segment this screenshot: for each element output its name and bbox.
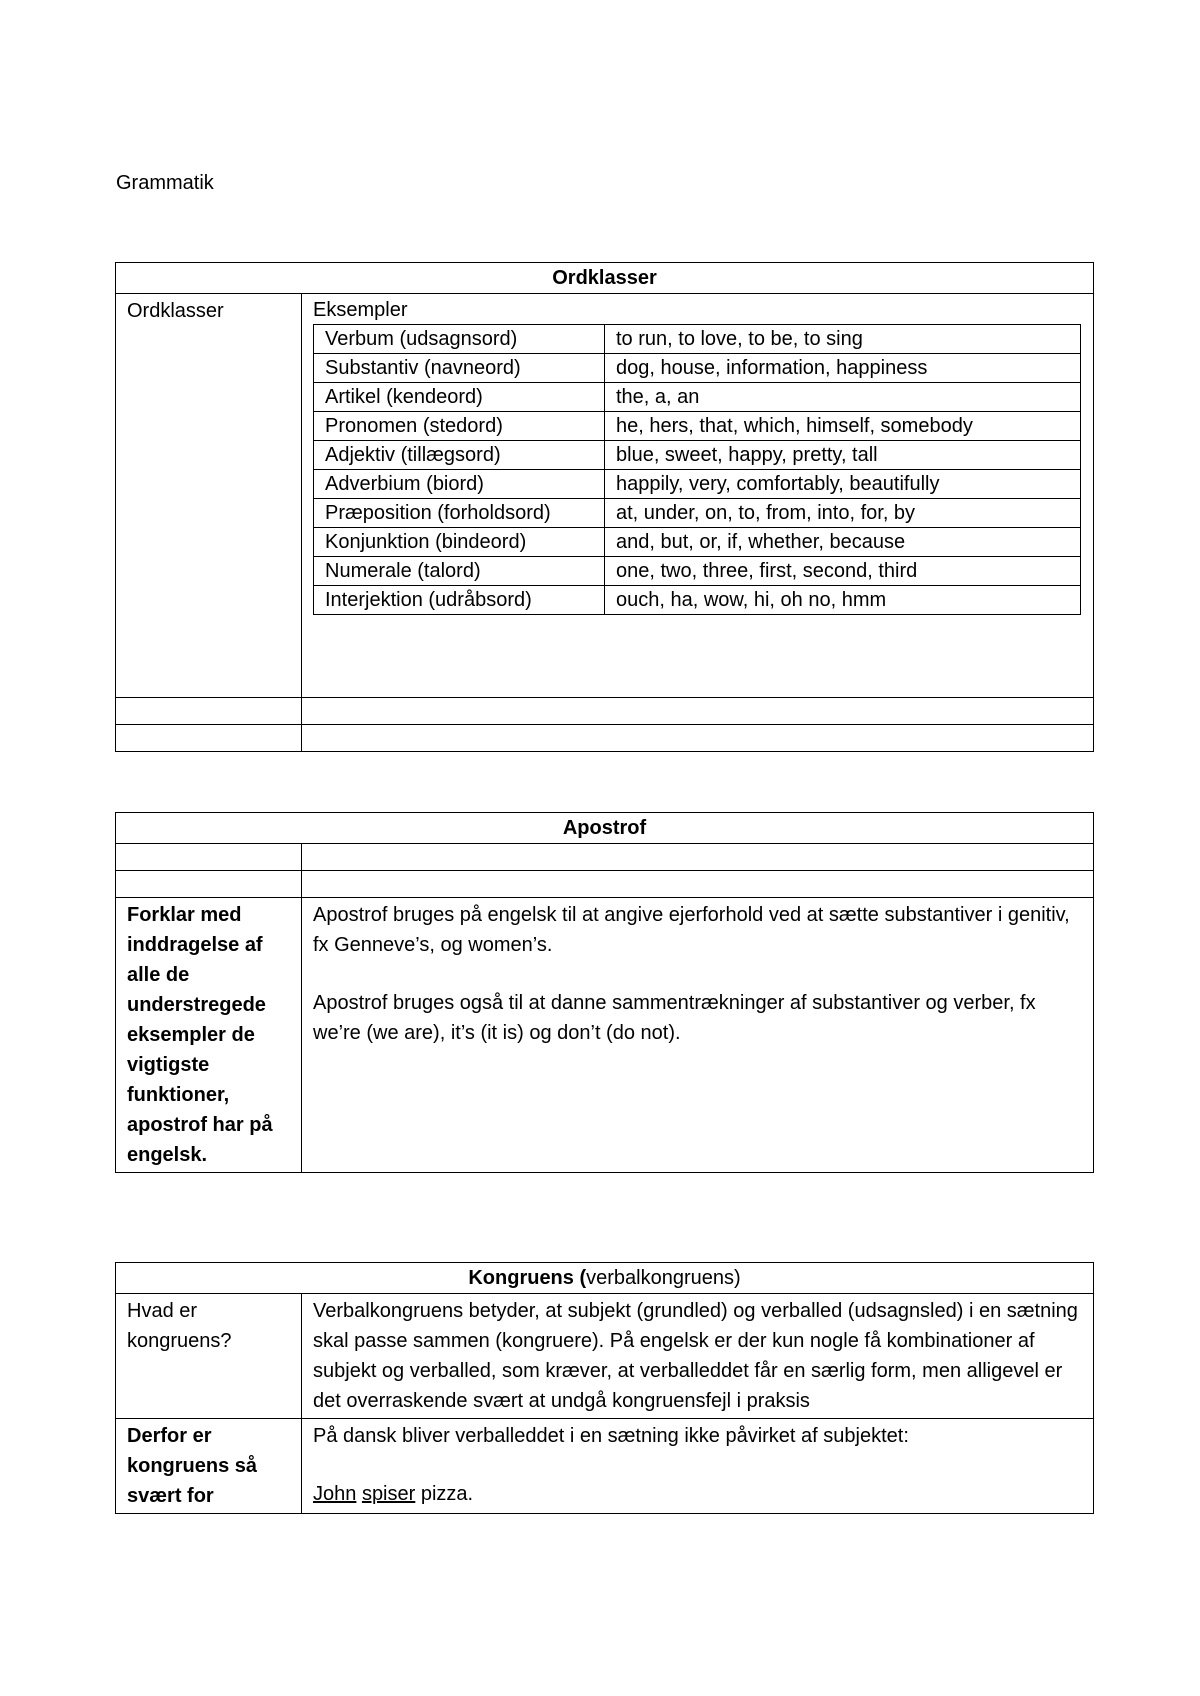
ordklasse-row	[314, 325, 1081, 354]
ordklasse-examples: the, a, an	[605, 383, 1081, 412]
ordklasse-term: Adverbium (biord)	[314, 470, 605, 499]
ordklasse-row	[314, 441, 1081, 470]
ordklasse-term: Adjektiv (tillægsord)	[314, 441, 605, 470]
empty-cell	[116, 725, 302, 752]
empty-cell	[116, 698, 302, 725]
ordklasse-examples: he, hers, that, which, himself, somebody	[605, 412, 1081, 441]
ordklasse-row	[314, 354, 1081, 383]
kongruens-question-1: Hvad er kongruens?	[116, 1294, 302, 1419]
empty-cell	[116, 871, 302, 898]
apostrof-header: Apostrof	[116, 813, 1094, 844]
ordklasser-col1-label: Ordklasser	[116, 294, 302, 698]
kongruens-answer-2-line-1: På dansk bliver verballeddet i en sætning ikke påvirket af subjektet:	[313, 1425, 909, 1447]
apostrof-table	[115, 812, 1094, 1173]
eksempler-label: Eksempler	[313, 299, 408, 321]
empty-cell	[302, 871, 1094, 898]
ordklasse-row	[314, 557, 1081, 586]
kongruens-table	[115, 1262, 1094, 1514]
empty-cell	[302, 698, 1094, 725]
ordklasse-row	[314, 499, 1081, 528]
ordklasse-examples: at, under, on, to, from, into, for, by	[605, 499, 1081, 528]
ordklasse-term: Artikel (kendeord)	[314, 383, 605, 412]
document-title: Grammatik	[116, 172, 214, 194]
ordklasse-row	[314, 586, 1081, 615]
ordklasse-row	[314, 528, 1081, 557]
empty-cell	[302, 725, 1094, 752]
ordklasser-header: Ordklasser	[116, 263, 1094, 294]
apostrof-answer-paragraph-1: Apostrof bruges på engelsk til at angive ejerforhold ved at sætte substantiver i genitiv, fx Genneve’s, og women’s.	[313, 904, 1070, 956]
kongruens-header	[116, 1263, 1094, 1294]
ordklasse-examples: one, two, three, first, second, third	[605, 557, 1081, 586]
example-verb: spiser	[361, 1483, 416, 1505]
ordklasse-term: Konjunktion (bindeord)	[314, 528, 605, 557]
ordklasse-examples: ouch, ha, wow, hi, oh no, hmm	[605, 586, 1081, 615]
kongruens-question-2: Derfor er kongruens så svært for	[116, 1419, 302, 1514]
ordklasse-examples: dog, house, information, happiness	[605, 354, 1081, 383]
ordklasse-term: Præposition (forholdsord)	[314, 499, 605, 528]
empty-cell	[302, 844, 1094, 871]
ordklasse-term: Pronomen (stedord)	[314, 412, 605, 441]
kongruens-answer-1: Verbalkongruens betyder, at subjekt (grundled) og verballed (udsagnsled) i en sætning skal passe sammen (kongruere). På engelsk er der kun nogle få kombinationer af subjekt og verballed, som kræver, at verballeddet får en særlig form, men alligevel er det overraskende svært at undgå kongruensfejl i praksis	[302, 1294, 1094, 1419]
ordklasse-row	[314, 383, 1081, 412]
ordklasse-row	[314, 470, 1081, 499]
ordklasse-examples: happily, very, comfortably, beautifully	[605, 470, 1081, 499]
kongruens-example	[313, 1479, 1082, 1509]
ordklasse-row	[314, 412, 1081, 441]
ordklasse-examples: blue, sweet, happy, pretty, tall	[605, 441, 1081, 470]
ordklasser-inner-table	[313, 324, 1081, 615]
ordklasse-term: Numerale (talord)	[314, 557, 605, 586]
empty-cell	[116, 844, 302, 871]
ordklasse-term: Substantiv (navneord)	[314, 354, 605, 383]
ordklasser-table	[115, 262, 1094, 752]
ordklasse-term: Verbum (udsagnsord)	[314, 325, 605, 354]
kongruens-header-sub: verbalkongruens)	[586, 1267, 741, 1289]
example-rest: pizza.	[415, 1483, 474, 1505]
ordklasse-examples: to run, to love, to be, to sing	[605, 325, 1081, 354]
kongruens-header-bold: Kongruens (	[468, 1267, 587, 1289]
apostrof-question: Forklar med inddragelse af alle de understregede eksempler de vigtigste funktioner, apostrof har på engelsk.	[116, 898, 302, 1173]
apostrof-answer-paragraph-2: Apostrof bruges også til at danne sammentrækninger af substantiver og verber, fx we’re (we are), it’s (it is) og don’t (do not).	[313, 992, 1036, 1044]
ordklasse-term: Interjektion (udråbsord)	[314, 586, 605, 615]
example-subject: John	[313, 1483, 357, 1505]
ordklasse-examples: and, but, or, if, whether, because	[605, 528, 1081, 557]
